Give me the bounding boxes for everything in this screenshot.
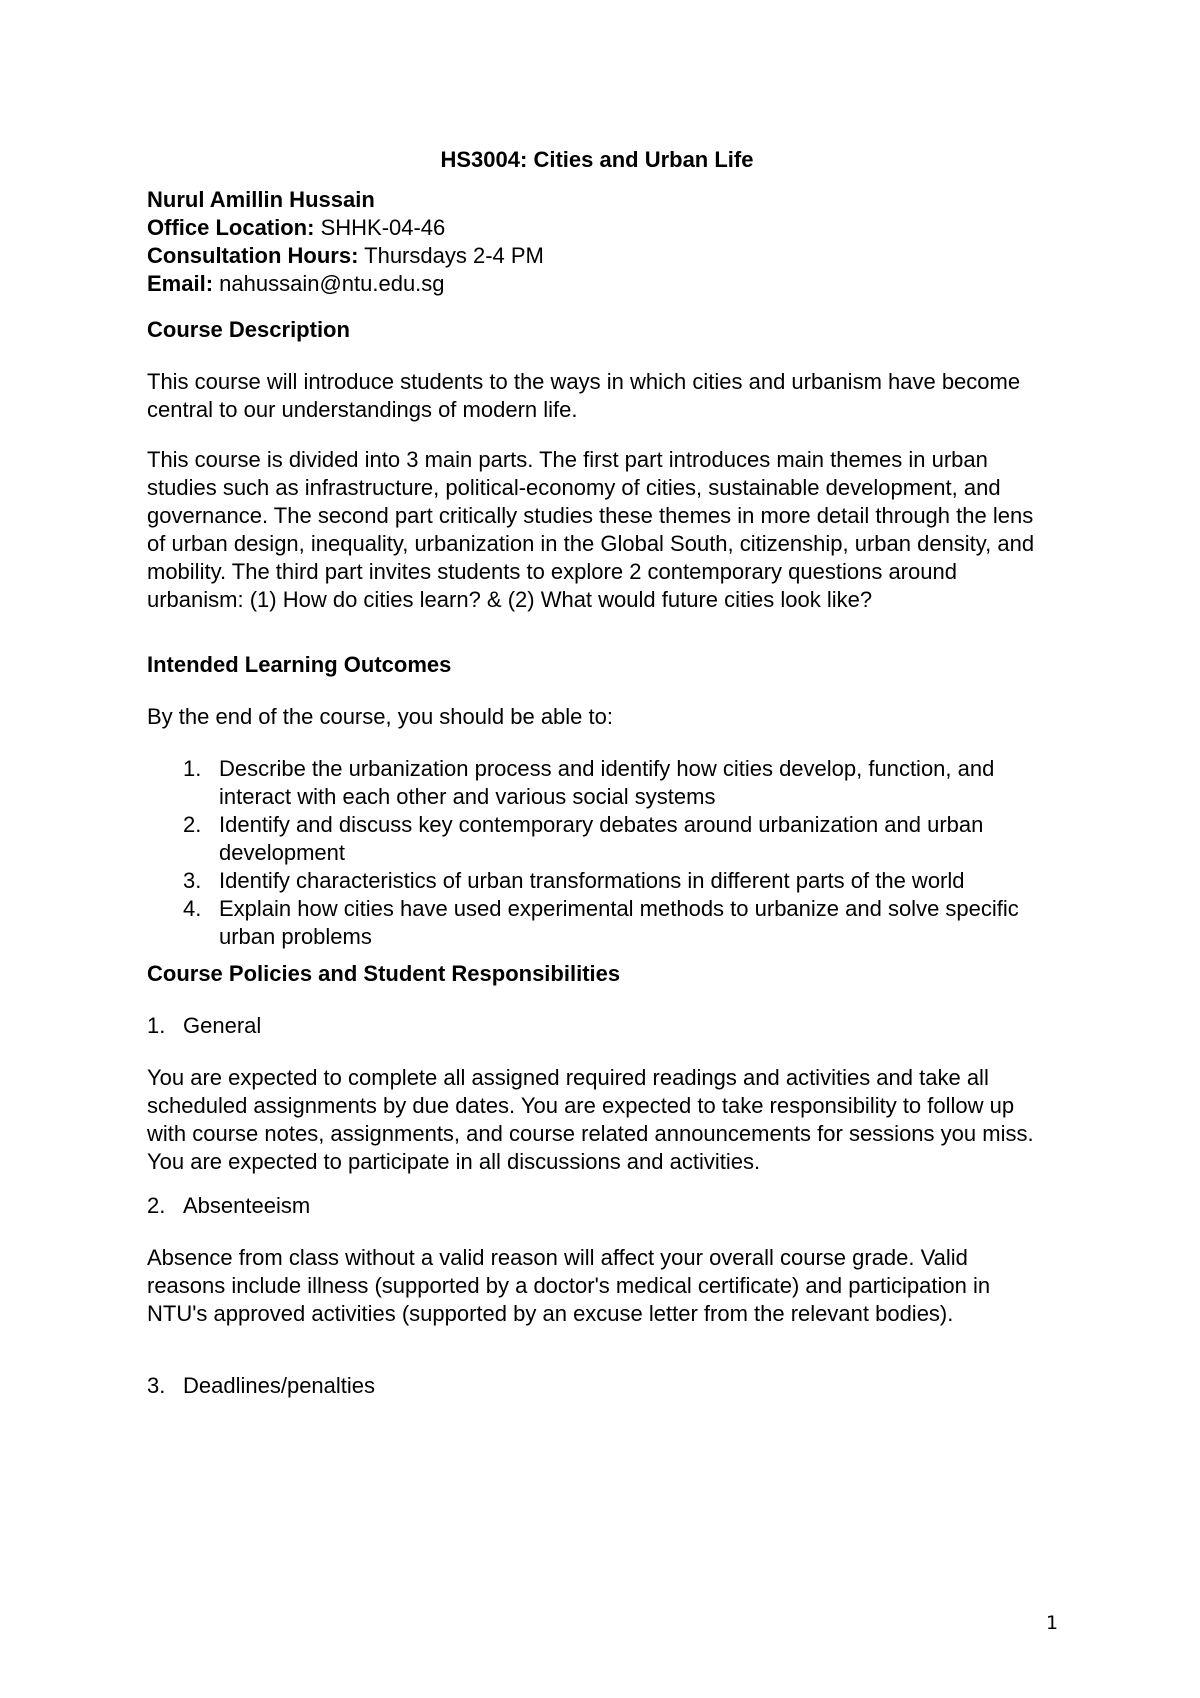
learning-outcome-item <box>183 895 1027 951</box>
instructor-info <box>147 186 1067 298</box>
course-description-para-1: This course will introduce students to the ways in which cities and urbanism have become central to our understandings of modern life. <box>147 369 1021 422</box>
learning-outcome-number: 3. <box>183 868 202 893</box>
learning-outcome-item <box>183 755 1027 811</box>
learning-outcome-number: 4. <box>183 896 202 921</box>
learning-outcomes-intro: By the end of the course, you should be able to: <box>147 704 613 729</box>
policy-number: 2. <box>147 1193 166 1218</box>
office-location: Office Location: SHHK-04-46 <box>147 215 446 240</box>
learning-outcome-number: 1. <box>183 756 202 781</box>
page-number: 1 <box>1046 1612 1059 1634</box>
learning-outcomes-heading: Intended Learning Outcomes <box>147 652 452 677</box>
policy-title: Absenteeism <box>183 1193 311 1218</box>
learning-outcome-text: Identify characteristics of urban transformations in different parts of the world <box>219 868 965 893</box>
learning-outcome-item <box>183 867 1027 895</box>
email: Email: nahussain@ntu.edu.sg <box>147 271 445 296</box>
instructor-name: Nurul Amillin Hussain <box>147 187 375 212</box>
learning-outcome-text: Describe the urbanization process and identify how cities develop, function, and interact with each other and various social systems <box>219 756 995 809</box>
policy-title: General <box>183 1013 262 1038</box>
policy-absenteeism-text: Absence from class without a valid reason will affect your overall course grade. Valid reasons include illness (supported by a doctor's medical certificate) and participation in NTU's approved activities (supported by an excuse letter from the relevant bodies). <box>147 1245 991 1326</box>
policy-number: 1. <box>147 1013 166 1038</box>
learning-outcome-text: Identify and discuss key contemporary debates around urbanization and urban development <box>219 812 984 865</box>
course-description-heading: Course Description <box>147 317 350 342</box>
policy-general-text: You are expected to complete all assigned required readings and activities and take all scheduled assignments by due dates. You are expected to take responsibility to follow up with course notes, assignments, and course related announcements for sessions you miss. You are expected to participate in all discussions and activities. <box>147 1065 1034 1174</box>
learning-outcomes-list <box>147 755 1027 951</box>
learning-outcome-number: 2. <box>183 812 202 837</box>
policy-number: 3. <box>147 1373 166 1398</box>
learning-outcome-text: Explain how cities have used experimental methods to urbanize and solve specific urban problems <box>219 896 1019 949</box>
learning-outcome-item <box>183 811 1027 867</box>
document-title: HS3004: Cities and Urban Life <box>440 147 754 172</box>
policy-title: Deadlines/penalties <box>183 1373 376 1398</box>
consultation-hours: Consultation Hours: Thursdays 2-4 PM <box>147 243 544 268</box>
course-description-para-2: This course is divided into 3 main parts. The first part introduces main themes in urban studies such as infrastructure, political-economy of cities, sustainable development, and governance. The second part critically studies these themes in more detail through the lens of urban design, inequality, urbanization in the Global South, citizenship, urban density, and mobility. The third part invites students to explore 2 contemporary questions around urbanism: (1) How do cities learn? & (2) What would future cities look like? <box>147 447 1035 612</box>
policies-heading: Course Policies and Student Responsibilities <box>147 961 621 986</box>
